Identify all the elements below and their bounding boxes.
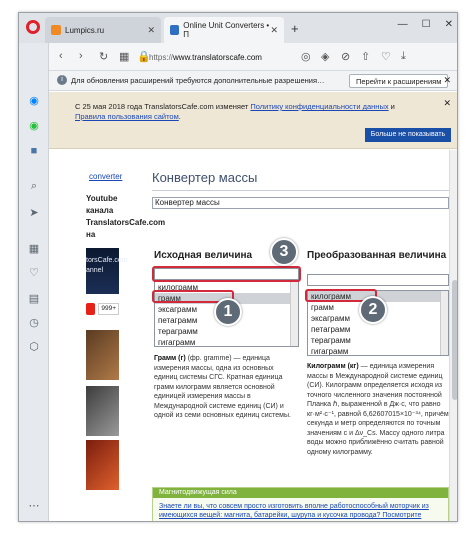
messenger-icon[interactable]: ◉ [29, 95, 39, 107]
extension-permissions-bar [49, 71, 458, 91]
bookmark-icon[interactable]: ♡ [381, 51, 391, 63]
unit-option[interactable]: килограмм [308, 291, 448, 302]
share-icon[interactable]: ⇧ [361, 51, 371, 63]
target-desc-text: — единица измерения массы в Международной системе единиц (СИ). Килограмм определяется исходя из точного численного значения постоянной Планка ℏ, выраженной в Дж·с, что равно кг·м²·с⁻¹, равной 6,62607015×10⁻³⁴, причём секунда и метр определяются по точным значениям c и Δν_Cs. Массу одного литра воды можно приближённо считать равной одному килограмму. [307, 363, 449, 456]
new-tab-icon[interactable]: + [291, 21, 299, 36]
converter-link[interactable]: converter [89, 172, 123, 181]
page-title: Конвертер массы [152, 170, 258, 185]
speed-dial-grid-icon[interactable]: ▦ [119, 51, 130, 63]
target-desc-title: Килограмм (кг) [307, 363, 359, 370]
tab-title: Online Unit Converters • П [183, 21, 270, 39]
minimize-icon[interactable]: — [397, 19, 408, 30]
go-to-extensions-button[interactable]: Перейти к расширениям [349, 74, 448, 88]
unit-option[interactable]: эксаграмм [311, 314, 350, 323]
history-icon[interactable]: ◷ [29, 317, 39, 329]
tab-lumpics[interactable] [45, 17, 161, 43]
unit-option[interactable]: гигаграмм [311, 347, 349, 356]
info-box-link[interactable]: Знаете ли вы, что совсем просто изготовить вполне работоспособный моторчик из имеющихся вещей: магнита, батарейки, шурупа и кусочка провода? Посмотрите [159, 503, 429, 519]
list-scrollbar[interactable] [290, 282, 298, 346]
converter-main [152, 150, 449, 522]
dismiss-button[interactable]: Больше не показывать [365, 128, 451, 142]
unit-option[interactable]: эксаграмм [158, 305, 197, 314]
magnet-info-box [152, 487, 449, 522]
infobar-message: Для обновления расширений требуются дополнительные разрешения… [71, 76, 325, 85]
callout-3: 3 [270, 238, 298, 266]
notice-text-start: С 25 мая 2018 года TranslatorsCafe.com изменяет [75, 102, 251, 111]
source-description [154, 354, 294, 421]
download-icon[interactable]: ⤓ [401, 50, 406, 62]
banner-line2: annel [86, 267, 104, 274]
adblock-icon[interactable]: ⊘ [341, 51, 351, 63]
youtube-icon [86, 303, 95, 315]
target-description [307, 362, 449, 457]
news-icon[interactable]: ▤ [28, 293, 40, 305]
tab-close-icon[interactable]: ✕ [270, 24, 278, 35]
tab-close-icon[interactable]: ✕ [147, 24, 155, 35]
lumpics-favicon-icon [51, 25, 61, 35]
translatorscafe-favicon-icon [170, 25, 179, 35]
back-icon[interactable]: ‹ [59, 50, 63, 62]
left-column [49, 150, 166, 522]
privacy-notice [49, 92, 458, 149]
youtube-banner[interactable] [86, 248, 128, 294]
video-thumbnail[interactable] [86, 440, 119, 490]
source-heading: Исходная величина [154, 250, 253, 261]
category-select[interactable]: Конвертер массы [152, 197, 449, 209]
close-icon[interactable]: ✕ [443, 98, 451, 108]
notice-text-mid: и [388, 102, 395, 111]
source-desc-text: (фр. gramme) — единица измерения массы, одна из основных единиц системы СГС. Кратная единица грамм килограмм является основной единицей измерения массы в Международной системе единиц (СИ) и одной из семи основных единиц системы. [154, 355, 291, 419]
extensions-icon[interactable]: ⬡ [29, 341, 39, 353]
close-window-icon[interactable]: ✕ [444, 19, 453, 30]
page-scrollbar-thumb[interactable] [452, 280, 458, 400]
privacy-policy-link[interactable]: Политику конфиденциальности данных [250, 102, 389, 111]
highlight-source-input [152, 266, 301, 282]
sidebar [19, 43, 49, 522]
browser-window [18, 12, 458, 522]
vpn-icon[interactable]: ◈ [321, 51, 330, 63]
page-scrollbar[interactable] [449, 150, 458, 522]
unit-option[interactable]: гигаграмм [158, 338, 196, 347]
vk-icon[interactable]: ■ [30, 145, 38, 157]
unit-option[interactable]: грамм [155, 293, 298, 304]
page-content [49, 150, 449, 522]
url-prefix: https:// [149, 53, 174, 62]
tab-converters[interactable] [164, 17, 284, 43]
notice-text-end: . [178, 112, 181, 121]
forward-icon[interactable]: › [79, 50, 83, 62]
unit-option[interactable]: тераграмм [311, 336, 351, 345]
unit-option[interactable]: петаграмм [311, 325, 351, 334]
reload-icon[interactable]: ↻ [99, 51, 109, 63]
unit-option[interactable]: петаграмм [158, 316, 198, 325]
window-controls [398, 19, 453, 30]
target-value-input[interactable] [307, 274, 449, 286]
tab-bar [19, 13, 458, 43]
unit-option[interactable]: грамм [311, 303, 334, 312]
subscriber-count: 999+ [98, 303, 119, 315]
channel-text: Youtube канала TranslatorsCafe.com на [86, 194, 166, 239]
callout-2: 2 [359, 296, 387, 324]
unit-option[interactable]: килограмм [158, 283, 198, 292]
url-domain: www.translatorscafe.com [173, 53, 262, 62]
search-icon[interactable]: ⌕ [30, 180, 38, 192]
banner-line1: torsCafe.com [86, 257, 128, 264]
notice-text [75, 102, 405, 122]
more-icon[interactable]: ⋯ [28, 500, 40, 512]
info-box-heading: Магнитодвижущая сила [153, 488, 448, 498]
unit-option[interactable]: тераграмм [158, 327, 198, 336]
video-thumbnail[interactable] [86, 386, 119, 436]
lock-icon: 🔒 [137, 51, 151, 63]
video-thumbnail[interactable] [86, 330, 119, 380]
info-icon: i [57, 75, 67, 85]
whatsapp-icon[interactable]: ◉ [29, 120, 39, 132]
close-icon[interactable]: ✕ [443, 75, 451, 85]
title-divider [152, 190, 449, 191]
maximize-icon[interactable]: ☐ [421, 19, 431, 30]
speed-dial-icon[interactable]: ▦ [28, 243, 40, 255]
source-desc-title: Грамм (г) [154, 355, 186, 362]
send-icon[interactable]: ➤ [29, 207, 39, 219]
tab-title: Lumpics.ru [65, 25, 105, 35]
address-bar [49, 43, 458, 71]
heart-icon[interactable]: ♡ [29, 267, 39, 279]
url-field[interactable] [149, 53, 262, 62]
opera-menu-icon[interactable] [26, 20, 40, 34]
camera-icon[interactable]: ◎ [301, 51, 311, 63]
target-heading: Преобразованная величина [307, 250, 447, 261]
callout-1: 1 [214, 298, 242, 326]
list-scrollbar[interactable] [440, 291, 448, 355]
terms-link[interactable]: Правила пользования сайтом [75, 112, 179, 121]
youtube-subscribe[interactable] [86, 303, 119, 315]
